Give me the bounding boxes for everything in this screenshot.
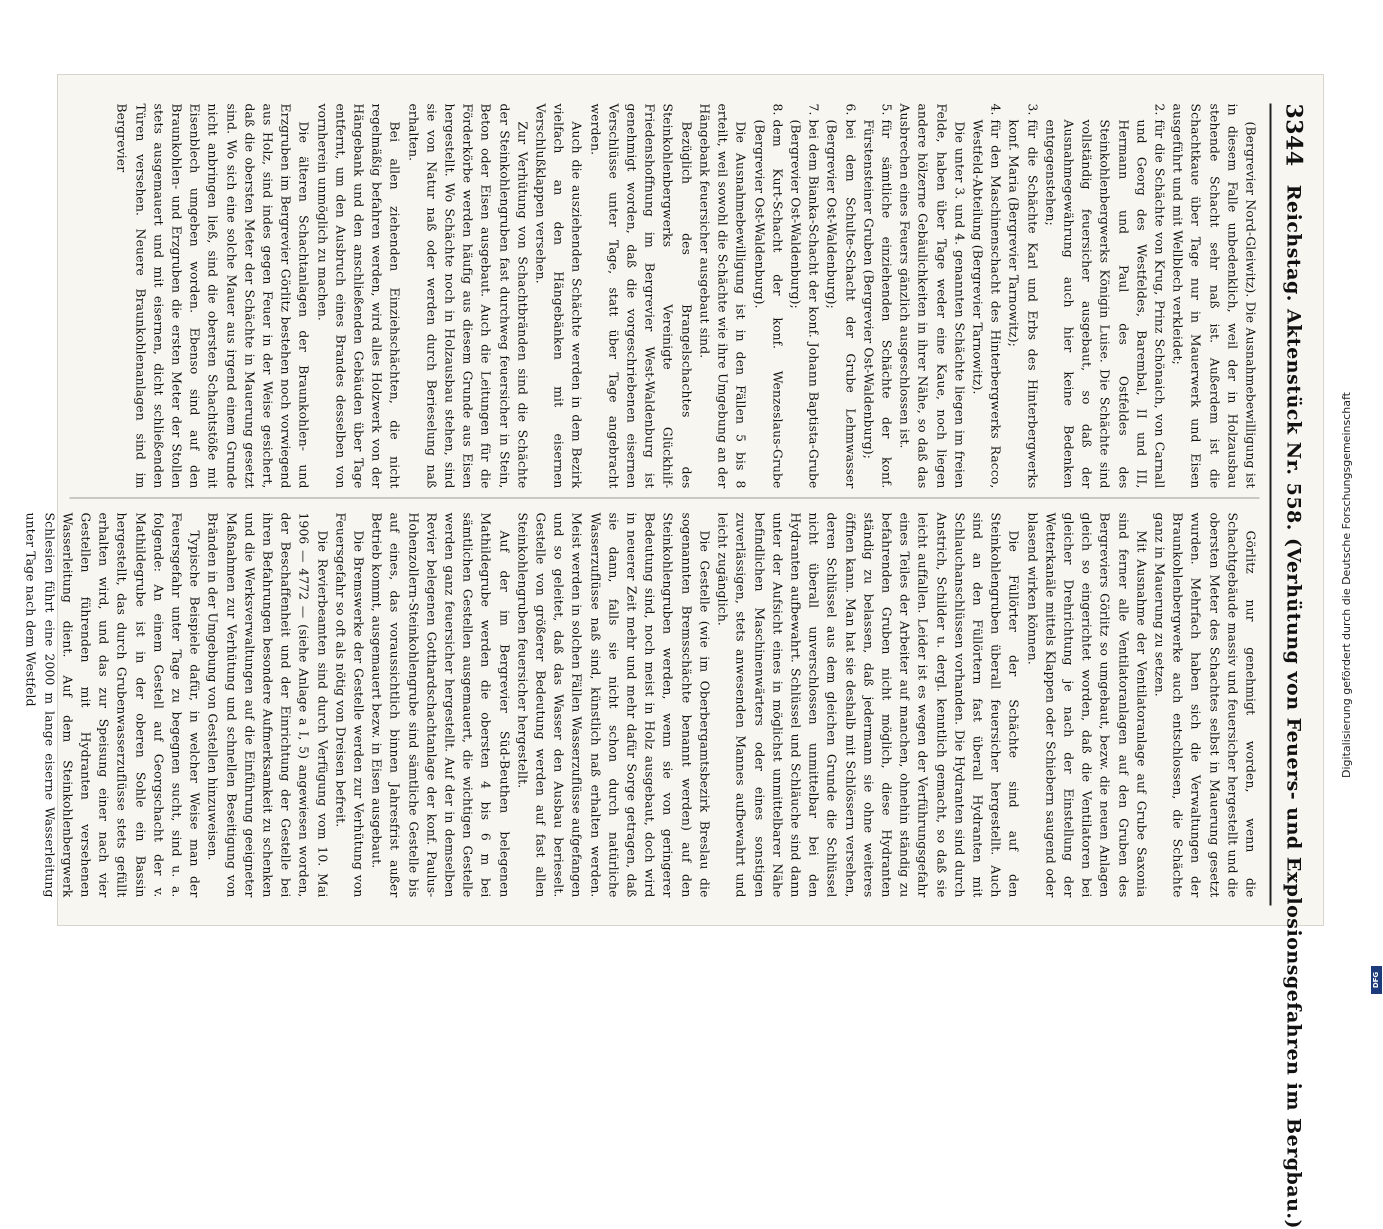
paragraph: Mit Ausnahme der Ventilatoranlage auf Grube Saxonia sind ferner alle Ventilatoranlagen auf den Gruben des Bergreviers Görlitz so umgebaut, bezw. die neuen Anlagen gleich so eingerichtet worden, daß die Ventilatoren bei gleicher Drehrichtung je nach der Einstellung der Wetterkanäle mittels Klappen oder Schiebern saugend oder blasend wirken können. bbox=[1024, 512, 1148, 897]
list-item bbox=[786, 103, 822, 488]
page-number: 3344 bbox=[1280, 103, 1306, 167]
page-header bbox=[1273, 103, 1313, 1229]
list-item bbox=[1004, 103, 1040, 488]
paragraph: Auf der im Bergrevier Süd-Beuthen belegenen Mathildegrube werden die obersten 4 bis 6 m bei sämtlichen Gestellen ausgemauert, die wichtigen Gestelle werden ganz feuersicher hergestellt. Auf der in demselben Revier belegenen Gotthardschachtanlage der konf. Paulus-Hohenzollern-Steinkohlengrube sind sämtliche Gestelle bis auf eines, das voraussichtlich binnen Jahresfrist außer Betrieb kommt, ausgemauert bezw. in Eisen ausgebaut. bbox=[369, 512, 511, 897]
scanned-page bbox=[23, 75, 1323, 1229]
paragraph: Görlitz nur genehmigt worden, wenn die Schachtgebäude massiv und feuersicher hergestellt und die obersten Meter des Schachtes selbst in Mauerung gesetzt wurden. Mehrfach haben sich die Verwaltungen der Braunkohlenbergwerke auch entschlossen, die Schächte ganz in Mauerung zu setzen. bbox=[1151, 512, 1257, 897]
paragraph: Typische Beispiele dafür, in welcher Weise man der Feuersgefahr unter Tage zu begegnen sucht, sind u. a. folgende: An einem Gestell auf Georgschacht der v. Mathildegrube ist in der oberen Sohle ein Bassin hergestellt, das durch Grubenwasserzuflüsse stets gefüllt erhalten wird, und das zur Speisung einer nach vier Gestellen führenden mit Hydranten versehenen Wasserleitung dient. Auf dem Steinkohlenbergwerk Schlesien führt eine 2000 m lange eiserne Wasserleitung unter Tage nach dem Westfeld bbox=[23, 512, 202, 897]
paragraph: Bei allen ziehenden Einziehschächten, die nicht regelmäßig befahren werden, wird alles Holzwerk von der Hängebank und den anschließenden Gebäuden über Tage entfernt, um den Ausbruch eines Brandes desselben von vornherein unmöglich zu machen. bbox=[314, 103, 402, 488]
list-item bbox=[749, 103, 785, 488]
list-item bbox=[859, 103, 895, 488]
item-text: für sämtliche einziehenden Schächte der konf. Fürstensteiner Gruben (Bergrevier Ost-Waldenburg); bbox=[860, 119, 893, 488]
list-item bbox=[822, 103, 858, 488]
paragraph: Die Revierbeamten sind durch Verfügung vom 10. Mai 1906 — 4772 — (siehe Anlage a I, 5) angewiesen worden, der Beschaffenheit und der Einrichtung der Gestelle bei ihren Befahrungen besondere Aufmerksamkeit zu schenken und die Werksverwaltungen auf die Einführung geeigneter Maßnahmen zur Verhütung und schnellen Beseitigung von Bränden in der Umgebung von Gestellen hinzuweisen. bbox=[205, 512, 329, 897]
item-number: 7. bbox=[806, 103, 821, 116]
funding-credit: Digitalisierung gefördert durch die Deutsche Forschungsgemeinschaft bbox=[1340, 392, 1353, 778]
paragraph: Die Bremswerke der Gestelle werden zur Verhütung von Feuersgefahr so oft als nötig von Dreisen befreit. bbox=[332, 512, 366, 897]
item-text: bei dem Bianka-Schacht der konf. Johann Baptista-Grube (Bergrevier Ost-Waldenburg); bbox=[787, 119, 821, 488]
item-number: 3. bbox=[1024, 103, 1039, 116]
header-rule bbox=[1269, 103, 1271, 905]
paragraph: Die Füllörter der Schächte sind auf den Steinkohlengruben überall feuersicher hergestellt. Auch sind an den Füllörtern fast überall Hydranten mit Schlauchanschlüssen vorhanden. Die Hydranten sind durch Anstrich, Schilder u. dergl. kenntlich gemacht, so daß sie leicht auffallen. Leider ist es wegen der Verführungsgefahr eines Teiles der Arbeiter auf manchen, ohnehin ständig zu befahrenden Gruben nicht möglich, diese Hydranten ständig zu belassen, daß jedermann sie ohne weiteres öffnen kann. Man hat sie deshalb mit Schlössern versehen, deren Schlüssel aus dem gleichen Grunde die Schlüssel nicht überall unverschlossen unmittelbar bei den Hydranten aufbewahrt. Schlüssel und Schläuche sind dann unter der Aufsicht eines in möglichst unmittelbarer Nähe befindlichen Maschinenwärters oder eines sonstigen zuverlässigen, stets anwesenden Mannes aufbewahrt und leicht zugänglich. bbox=[715, 512, 1021, 897]
rotated-page-content bbox=[23, 75, 1323, 1229]
paragraph: Die unter 3. und 4. genannten Schächte liegen im freien Felde, haben über Tage weder eine Kaue, noch liegen andere hölzerne Gebäulichkeiten in ihrer Nähe, so daß das Ausbrechen eines Feuers gänzlich ausgeschlossen ist. bbox=[897, 103, 966, 488]
item-number: 8. bbox=[769, 103, 784, 116]
paragraph: Die Ausnahmebewilligung ist in den Fällen 5 bis 8 erteilt, weil sowohl die Schächte wie ihre Umgebung an der Hängebank feuersicher ausgebaut sind. bbox=[696, 103, 748, 488]
item-text: für die Schächte Karl und Erbs des Hinterbergwerks konf. Maria (Bergrevier Tarnowitz); bbox=[1006, 119, 1039, 488]
paragraph: (Bergrevier Nord-Gleiwitz). Die Ausnahmebewilligung ist in diesem Falle unbedenklich, weil der in Holzausbau stehende Schacht sehr naß ist. Außerdem ist die Schachtkaue über Tage nur in Mauerwerk und Eisen ausgeführt und mit Wellblech verkleidet; bbox=[1170, 103, 1257, 488]
paragraph: Die Gestelle (wie im Oberbergamtsbezirk Breslau die sogenannten Bremsschächte benannt werden) auf den Steinkohlengruben werden, wenn sie von geringerer Bedeutung sind, noch meist in Holz ausgebaut, doch wird in neuerer Zeit mehr und mehr dafür Sorge getragen, daß sie dann, falls sie nicht schon durch natürliche Wasserzuflüsse naß sind, künstlich naß erhalten werden. Meist werden in solchen Fällen Wasserzuflüsse aufgefangen und so geleitet, daß das Wasser den Ausbau berieselt. Gestelle von größerer Bedeutung werden auf fast allen Steinkohlengruben feuersicher hergestellt. bbox=[514, 512, 711, 897]
item-number: 2. bbox=[1151, 103, 1166, 116]
sidebar bbox=[1335, 0, 1365, 1000]
item-number: 6. bbox=[842, 103, 857, 116]
item-text: dem Kurt-Schacht der konf. Wenzeslaus-Grube (Bergrevier Ost-Waldenburg). bbox=[751, 119, 784, 488]
column-divider bbox=[69, 497, 1259, 498]
dfg-logo: DFG bbox=[1371, 966, 1382, 994]
list-item bbox=[1041, 103, 1168, 488]
paragraph: Bezüglich des Brangelschachtes des Steinkohlenbergwerks Vereinigte Glückhilf-Friedenshoffnung im Bergrevier West-Waldenburg ist genehmigt worden, daß die vorgeschriebenen eisernen Verschlüsse unter Tage, statt über Tage angebracht werden. bbox=[587, 103, 693, 488]
item-number: 5. bbox=[878, 103, 893, 116]
item-text: bei dem Schulte-Schacht der Grube Lehmwasser (Bergrevier Ost-Waldenburg); bbox=[824, 119, 857, 488]
item-number: 4. bbox=[988, 103, 1003, 116]
paragraph: Die älteren Schachtanlagen der Braunkohlen- und Erzgruben im Bergrevier Görlitz bestehen noch vorwiegend aus Holz, sind indes gegen Feuer in der Weise gesichert, daß die obersten Meter der Schächte in Mauerung gesetzt sind. Wo sich eine solche Mauer aus irgend einem Grunde nicht anbringen ließ, sind die obersten Schachtstöße mit Eisenblech umgeben worden. Ebenso sind auf den Braunkohlen- und Erzgruben die ersten Meter der Stollen stets ausgemauert und mit eisernen, dicht schließenden Türen versehen. Neuere Braunkohlenanlagen sind im Bergrevier bbox=[114, 103, 311, 488]
item-text: für die Schächte von Krug, Prinz Schönaich, von Carnall und Georg des Westfeldes, Barembal, II und III, Hermann und Paul des Ostfeldes des Steinkohlenbergwerks Königin Luise. Die Schächte sind vollständig feuersicher ausgebaut, so daß der Ausnahmegewährung auch hier keine Bedenken entgegenstehen; bbox=[1042, 119, 1166, 488]
paragraph: Auch die ausziehenden Schächte werden in dem Bezirk vielfach an den Hängebänken mit eisernen Verschlußklappen versehen. bbox=[533, 103, 584, 488]
list-item bbox=[968, 103, 1004, 488]
item-text: für den Maschinenschacht des Hinterbergwerks Racco, Westfeld-Abteilung (Bergrevier Tarnowitz). bbox=[969, 119, 1003, 488]
right-column bbox=[23, 512, 1259, 897]
page-title: Reichstag. Aktenstück Nr. 558. (Verhütung von Feuers- und Explosionsgefahren im Bergbau.) bbox=[1282, 184, 1304, 1229]
paragraph: Zur Verhütung von Schachtbränden sind die Schächte der Steinkohlengruben fast durchweg feuersicher in Stein, Beton oder Eisen ausgebaut. Auch die Leitungen für die Förderkörbe werden häufig aus diesem Grunde aus Eisen hergestellt. Wo Schächte noch in Holzausbau stehen, sind sie von Natur naß oder werden durch Berieselung naß erhalten. bbox=[405, 103, 529, 488]
left-column bbox=[69, 103, 1259, 488]
